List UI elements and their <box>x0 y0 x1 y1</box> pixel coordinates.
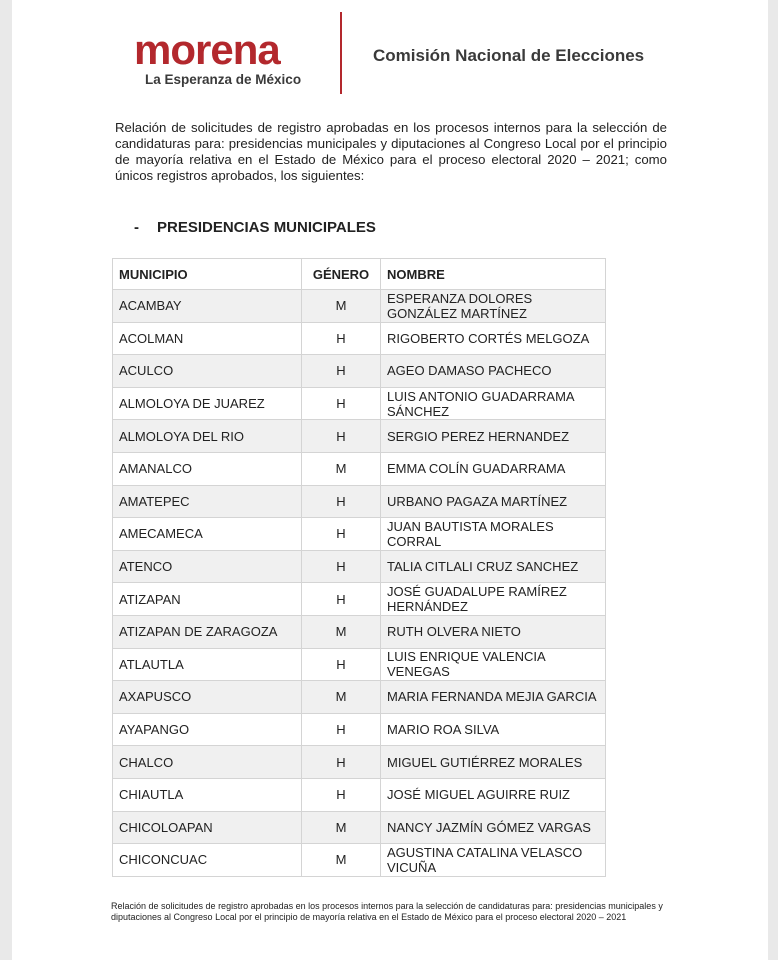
cell-nombre: JUAN BAUTISTA MORALES CORRAL <box>381 518 606 551</box>
cell-municipio: AYAPANGO <box>113 713 302 746</box>
cell-genero: H <box>302 648 381 681</box>
document-page <box>12 0 768 960</box>
table-row <box>113 713 606 746</box>
cell-municipio: CHIAUTLA <box>113 778 302 811</box>
cell-municipio: CHICONCUAC <box>113 844 302 877</box>
header-genero: GÉNERO <box>302 259 381 290</box>
cell-nombre: RIGOBERTO CORTÉS MELGOZA <box>381 322 606 355</box>
cell-municipio: ATLAUTLA <box>113 648 302 681</box>
cell-genero: M <box>302 290 381 323</box>
table-row <box>113 518 606 551</box>
table-row <box>113 583 606 616</box>
table-row <box>113 290 606 323</box>
cell-municipio: ATIZAPAN <box>113 583 302 616</box>
cell-nombre: EMMA COLÍN GUADARRAMA <box>381 452 606 485</box>
cell-nombre: LUIS ANTONIO GUADARRAMA SÁNCHEZ <box>381 387 606 420</box>
cell-nombre: AGUSTINA CATALINA VELASCO VICUÑA <box>381 844 606 877</box>
table-row <box>113 355 606 388</box>
table-row <box>113 550 606 583</box>
cell-nombre: MARIO ROA SILVA <box>381 713 606 746</box>
cell-genero: M <box>302 615 381 648</box>
cell-genero: M <box>302 452 381 485</box>
cell-genero: H <box>302 550 381 583</box>
table-row <box>113 387 606 420</box>
table-row <box>113 778 606 811</box>
cell-municipio: ACOLMAN <box>113 322 302 355</box>
cell-genero: H <box>302 746 381 779</box>
cell-nombre: MARIA FERNANDA MEJIA GARCIA <box>381 681 606 714</box>
cell-nombre: RUTH OLVERA NIETO <box>381 615 606 648</box>
table-row <box>113 811 606 844</box>
morena-logo: morena <box>134 26 280 73</box>
table-body <box>113 290 606 877</box>
cell-nombre: JOSÉ MIGUEL AGUIRRE RUIZ <box>381 778 606 811</box>
intro-paragraph: Relación de solicitudes de registro aprobadas en los procesos internos para la selección de candidaturas para: presidencias municipales y diputaciones al Congreso Local por el principio de mayoría relativa en el Estado de México para el proceso electoral 2020 – 2021; como únicos registros aprobados, los siguientes: <box>115 120 667 183</box>
table-row <box>113 681 606 714</box>
table-row <box>113 452 606 485</box>
cell-genero: H <box>302 387 381 420</box>
cell-genero: H <box>302 583 381 616</box>
cell-municipio: CHALCO <box>113 746 302 779</box>
letterhead <box>12 0 768 100</box>
section-bullet: - <box>134 219 139 236</box>
logo-tagline: La Esperanza de México <box>145 72 302 87</box>
table-row <box>113 615 606 648</box>
cell-municipio: ALMOLOYA DE JUAREZ <box>113 387 302 420</box>
cell-genero: H <box>302 355 381 388</box>
cell-municipio: AMECAMECA <box>113 518 302 551</box>
cell-municipio: ALMOLOYA DEL RIO <box>113 420 302 453</box>
cell-nombre: ESPERANZA DOLORES GONZÁLEZ MARTÍNEZ <box>381 290 606 323</box>
cell-genero: M <box>302 811 381 844</box>
cell-genero: M <box>302 681 381 714</box>
cell-municipio: ACAMBAY <box>113 290 302 323</box>
cell-genero: H <box>302 485 381 518</box>
cell-genero: M <box>302 844 381 877</box>
table-row <box>113 746 606 779</box>
cell-nombre: NANCY JAZMÍN GÓMEZ VARGAS <box>381 811 606 844</box>
cell-municipio: CHICOLOAPAN <box>113 811 302 844</box>
table-row <box>113 420 606 453</box>
header-divider <box>340 12 342 94</box>
cell-municipio: ACULCO <box>113 355 302 388</box>
candidates-table <box>112 258 606 877</box>
cell-genero: H <box>302 322 381 355</box>
table-row <box>113 485 606 518</box>
section-heading <box>134 219 376 236</box>
cell-genero: H <box>302 518 381 551</box>
cell-municipio: ATENCO <box>113 550 302 583</box>
cell-genero: H <box>302 778 381 811</box>
cell-nombre: URBANO PAGAZA MARTÍNEZ <box>381 485 606 518</box>
table-header-row <box>113 259 606 290</box>
header-municipio: MUNICIPIO <box>113 259 302 290</box>
cell-nombre: JOSÉ GUADALUPE RAMÍREZ HERNÁNDEZ <box>381 583 606 616</box>
footer-note: Relación de solicitudes de registro aprobadas en los procesos internos para la selección de candidaturas para: presidencias municipales y diputaciones al Congreso Local por el principio de mayoría relativa en el Estado de México para el proceso electoral 2020 – 2021 <box>111 901 663 922</box>
cell-genero: H <box>302 420 381 453</box>
commission-name: Comisión Nacional de Elecciones <box>373 46 645 65</box>
cell-nombre: SERGIO PEREZ HERNANDEZ <box>381 420 606 453</box>
table-row <box>113 648 606 681</box>
cell-municipio: AXAPUSCO <box>113 681 302 714</box>
cell-nombre: TALIA CITLALI CRUZ SANCHEZ <box>381 550 606 583</box>
cell-municipio: ATIZAPAN DE ZARAGOZA <box>113 615 302 648</box>
cell-nombre: AGEO DAMASO PACHECO <box>381 355 606 388</box>
table-row <box>113 844 606 877</box>
cell-nombre: MIGUEL GUTIÉRREZ MORALES <box>381 746 606 779</box>
cell-genero: H <box>302 713 381 746</box>
cell-nombre: LUIS ENRIQUE VALENCIA VENEGAS <box>381 648 606 681</box>
table-row <box>113 322 606 355</box>
cell-municipio: AMANALCO <box>113 452 302 485</box>
section-title: PRESIDENCIAS MUNICIPALES <box>157 219 376 236</box>
header-nombre: NOMBRE <box>381 259 606 290</box>
cell-municipio: AMATEPEC <box>113 485 302 518</box>
